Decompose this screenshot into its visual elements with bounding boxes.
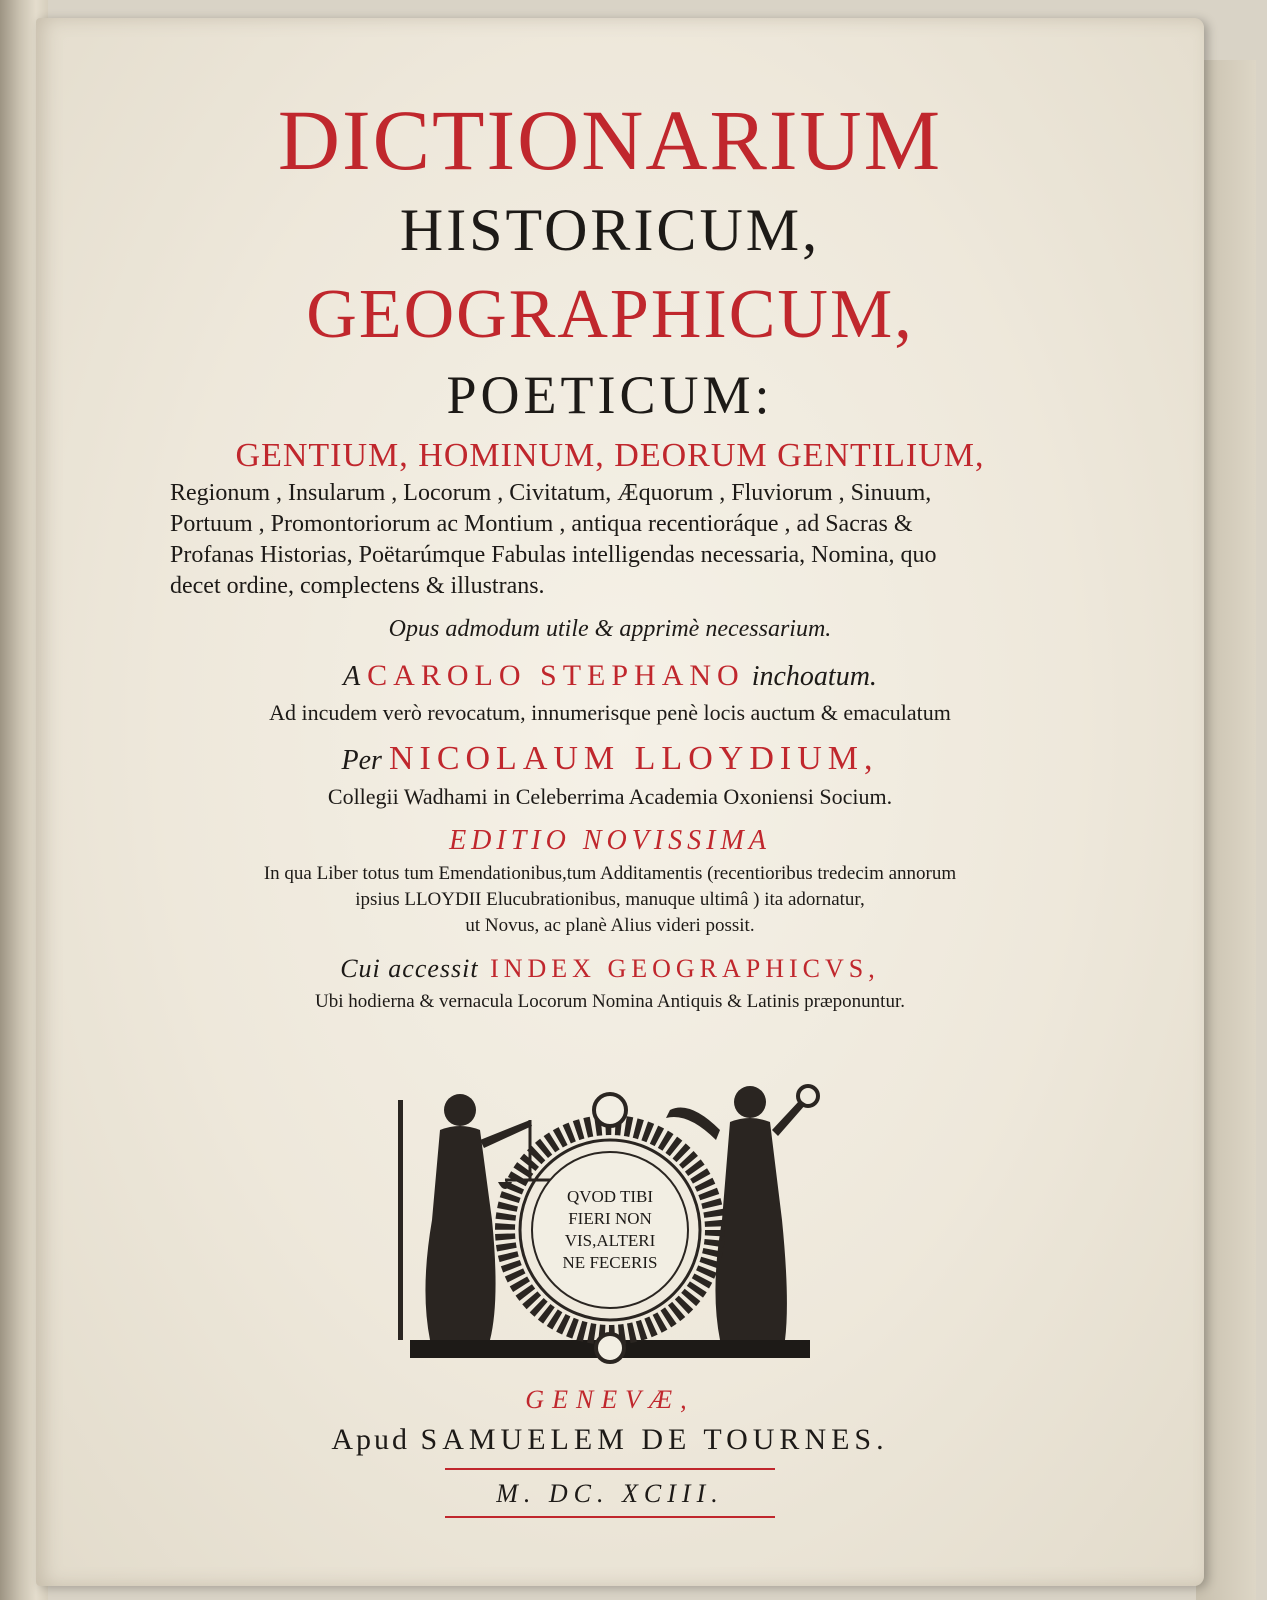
editor-line (80, 739, 1140, 781)
imprint-block (80, 1380, 1140, 1520)
editor-name: NICOLAUM LLOYDIUM, (388, 740, 879, 777)
imprint-publisher: SAMUELEM DE TOURNES. (420, 1423, 889, 1456)
printers-device-emblem (380, 1070, 840, 1380)
collegii-line: Collegii Wadhami in Celeberrima Academia Oxoniensi Socium. (327, 784, 893, 809)
imprint-date: M. DC. XCIII. (496, 1479, 724, 1508)
title-line-dictionarium: DICTIONARIUM (277, 92, 943, 188)
crest-bottom (596, 1334, 624, 1362)
editor-prefix: Per (341, 745, 382, 776)
motto-line: QVOD TIBI (566, 1187, 654, 1206)
title-line-geographicum: GEOGRAPHICUM, (306, 276, 914, 353)
description-line: Regionum , Insularum , Locorum , Civitatum, Æquorum , Fluviorum , Sinuum, (170, 480, 932, 506)
in-qua-line: In qua Liber totus tum Emendationibus,tum Additamentis (recentioribus tredecim annorum (263, 863, 957, 884)
imprint-apud: Apud (331, 1423, 411, 1456)
index-line (80, 949, 1140, 989)
author-prefix: A (343, 661, 361, 692)
opus-line: Opus admodum utile & apprimè necessarium. (388, 616, 832, 642)
author-line (80, 656, 1140, 697)
motto-line: NE FECERIS (562, 1253, 658, 1272)
description-paragraph (170, 478, 1050, 602)
imprint-rule (445, 1468, 775, 1470)
title-line-gentium: GENTIUM, HOMINUM, DEORUM GENTILIUM, (235, 437, 985, 474)
in-qua-line: ipsius LLOYDII Elucubrationibus, manuque ultimâ ) ita adornatur, (355, 889, 865, 910)
prudence-figure (666, 1086, 818, 1340)
title-line-historicum: HISTORICUM, (399, 197, 821, 263)
index-name: INDEX GEOGRAPHICVS, (490, 954, 880, 983)
author-name: CAROLO STEPHANO (367, 659, 745, 692)
in-qua-line: ut Novus, ac planè Alius videri possit. (465, 915, 755, 936)
editio-line: EDITIO NOVISSIMA (449, 825, 771, 856)
imprint-publisher-line (80, 1420, 1140, 1460)
description-line: Portuum , Promontoriorum ac Montium , antiqua recentioráque , ad Sacras & (170, 511, 913, 537)
motto-line: FIERI NON (568, 1209, 652, 1228)
central-wreath (505, 1094, 715, 1362)
title-line-poeticum: POETICUM: (446, 365, 774, 425)
description-line: decet ordine, complectens & illustrans. (170, 573, 545, 599)
page-edge (1196, 60, 1256, 1600)
imprint-rule (445, 1516, 775, 1518)
motto-line: VIS,ALTERI (564, 1231, 656, 1250)
ubi-line: Ubi hodierna & vernacula Locorum Nomina Antiquis & Latinis præponuntur. (315, 991, 905, 1012)
index-prefix: Cui accessit (340, 954, 479, 983)
crest-top (594, 1094, 626, 1126)
revocatum-line: Ad incudem verò revocatum, innumerisque penè locis auctum & emaculatum (269, 700, 951, 725)
imprint-city: GENEVÆ, (525, 1385, 695, 1414)
author-suffix: inchoatum. (751, 661, 877, 692)
description-line: Profanas Historias, Poëtarúmque Fabulas intelligendas necessaria, Nomina, quo (170, 542, 937, 568)
title-block (80, 90, 1140, 1015)
